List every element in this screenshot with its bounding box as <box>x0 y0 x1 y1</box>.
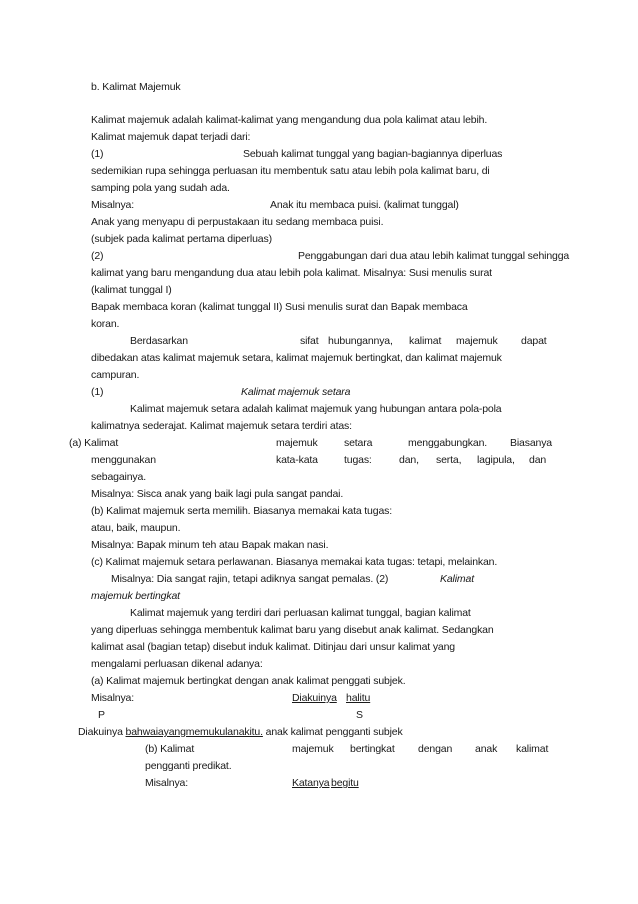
grammar-label: S <box>356 709 363 721</box>
example-text: Katanya <box>292 777 330 789</box>
item-number: (2) <box>91 250 104 262</box>
paragraph-word: majemuk <box>292 743 334 755</box>
paragraph-word: dan, <box>399 454 419 466</box>
subsection-title: Kalimat majemuk setara <box>241 386 351 398</box>
example-text: Diakuinya <box>292 692 337 704</box>
paragraph-word: sifat <box>300 335 319 347</box>
item-number: (1) <box>91 148 104 160</box>
item-number: (1) <box>91 386 104 398</box>
grammar-label: P <box>98 709 105 721</box>
paragraph-line: campuran. <box>91 369 140 381</box>
paragraph-line: Bapak membaca koran (kalimat tunggal II) Susi menulis surat dan Bapak membaca <box>91 301 468 313</box>
example-word: bahwaiayangmemukulanakitu. <box>125 726 263 738</box>
paragraph-line: sedemikian rupa sehingga perluasan itu membentuk satu atau lebih pola kalimat baru, di <box>91 165 490 177</box>
section-heading: b. Kalimat Majemuk <box>91 81 181 93</box>
paragraph-line: atau, baik, maupun. <box>91 522 181 534</box>
example-word: Diakuinya <box>78 726 126 738</box>
paragraph-word: majemuk <box>276 437 318 449</box>
paragraph-line: sebagainya. <box>91 471 146 483</box>
example-note: (subjek pada kalimat pertama diperluas) <box>91 233 272 245</box>
paragraph-word: serta, <box>436 454 462 466</box>
paragraph-word: kata-kata <box>276 454 318 466</box>
paragraph-line: kalimatnya sederajat. Kalimat majemuk setara terdiri atas: <box>91 420 352 432</box>
paragraph-word: kalimat <box>409 335 442 347</box>
example-label: Misalnya: <box>91 692 134 704</box>
example-label: Misalnya: <box>91 199 134 211</box>
paragraph-word: dapat <box>521 335 547 347</box>
paragraph-word: menggunakan <box>91 454 156 466</box>
paragraph-word: anak <box>475 743 498 755</box>
paragraph-line: yang diperluas sehingga membentuk kalimat baru yang disebut anak kalimat. Sedangkan <box>91 624 494 636</box>
paragraph-word: dengan <box>418 743 453 755</box>
paragraph-word: tugas: <box>344 454 372 466</box>
example-text: begitu <box>331 777 359 789</box>
paragraph-word: (a) Kalimat <box>69 437 119 449</box>
example-label: Misalnya: <box>145 777 188 789</box>
paragraph-word: lagipula, <box>477 454 515 466</box>
paragraph-word: dan <box>529 454 547 466</box>
paragraph-line: kalimat yang baru mengandung dua atau lebih pola kalimat. Misalnya: Susi menulis surat <box>91 267 492 279</box>
subsection-title: Kalimat <box>440 573 474 585</box>
example-text: Misalnya: Sisca anak yang baik lagi pula sangat pandai. <box>91 488 344 500</box>
paragraph-word: setara <box>344 437 373 449</box>
paragraph-word: (b) Kalimat <box>145 743 195 755</box>
example-text: Anak yang menyapu di perpustakaan itu sedang membaca puisi. <box>91 216 384 228</box>
paragraph-word: Berdasarkan <box>130 335 188 347</box>
example-text <box>78 725 403 739</box>
paragraph-line: dibedakan atas kalimat majemuk setara, kalimat majemuk bertingkat, dan kalimat majemuk <box>91 352 502 364</box>
paragraph-line: (b) Kalimat majemuk serta memilih. Biasanya memakai kata tugas: <box>91 505 392 517</box>
paragraph-line: kalimat asal (bagian tetap) disebut induk kalimat. Ditinjau dari unsur kalimat yang <box>91 641 455 653</box>
paragraph-line: koran. <box>91 318 120 330</box>
paragraph-word: kalimat <box>516 743 549 755</box>
paragraph-line: Kalimat majemuk adalah kalimat-kalimat yang mengandung dua pola kalimat atau lebih. <box>91 114 488 126</box>
example-text: Anak itu membaca puisi. (kalimat tunggal) <box>270 199 459 211</box>
paragraph-line: samping pola yang sudah ada. <box>91 182 230 194</box>
paragraph-line: (a) Kalimat majemuk bertingkat dengan anak kalimat penggati subjek. <box>91 675 406 687</box>
paragraph-line: Kalimat majemuk yang terdiri dari perluasan kalimat tunggal, bagian kalimat <box>130 607 471 619</box>
paragraph-line: Penggabungan dari dua atau lebih kalimat tunggal sehingga <box>298 250 570 262</box>
paragraph-word: bertingkat <box>350 743 395 755</box>
paragraph-line: (kalimat tunggal I) <box>91 284 172 296</box>
paragraph-word: hubungannya, <box>328 335 393 347</box>
example-text: halitu <box>346 692 371 704</box>
example-text: Misalnya: Dia sangat rajin, tetapi adiknya sangat pemalas. (2) <box>111 573 389 585</box>
paragraph-line: mengalami perluasan dikenal adanya: <box>91 658 263 670</box>
paragraph-word: Biasanya <box>510 437 552 449</box>
example-text: Misalnya: Bapak minum teh atau Bapak makan nasi. <box>91 539 329 551</box>
example-note: anak kalimat pengganti subjek <box>262 726 403 738</box>
paragraph-line: Kalimat majemuk dapat terjadi dari: <box>91 131 251 143</box>
paragraph-line: Kalimat majemuk setara adalah kalimat majemuk yang hubungan antara pola-pola <box>130 403 502 415</box>
paragraph-line: (c) Kalimat majemuk setara perlawanan. Biasanya memakai kata tugas: tetapi, melainkan. <box>91 556 498 568</box>
paragraph-line: Sebuah kalimat tunggal yang bagian-bagiannya diperluas <box>243 148 503 160</box>
paragraph-word: majemuk <box>456 335 498 347</box>
subsection-title: majemuk bertingkat <box>91 590 180 602</box>
paragraph-line: pengganti predikat. <box>145 760 232 772</box>
paragraph-word: menggabungkan. <box>408 437 488 449</box>
